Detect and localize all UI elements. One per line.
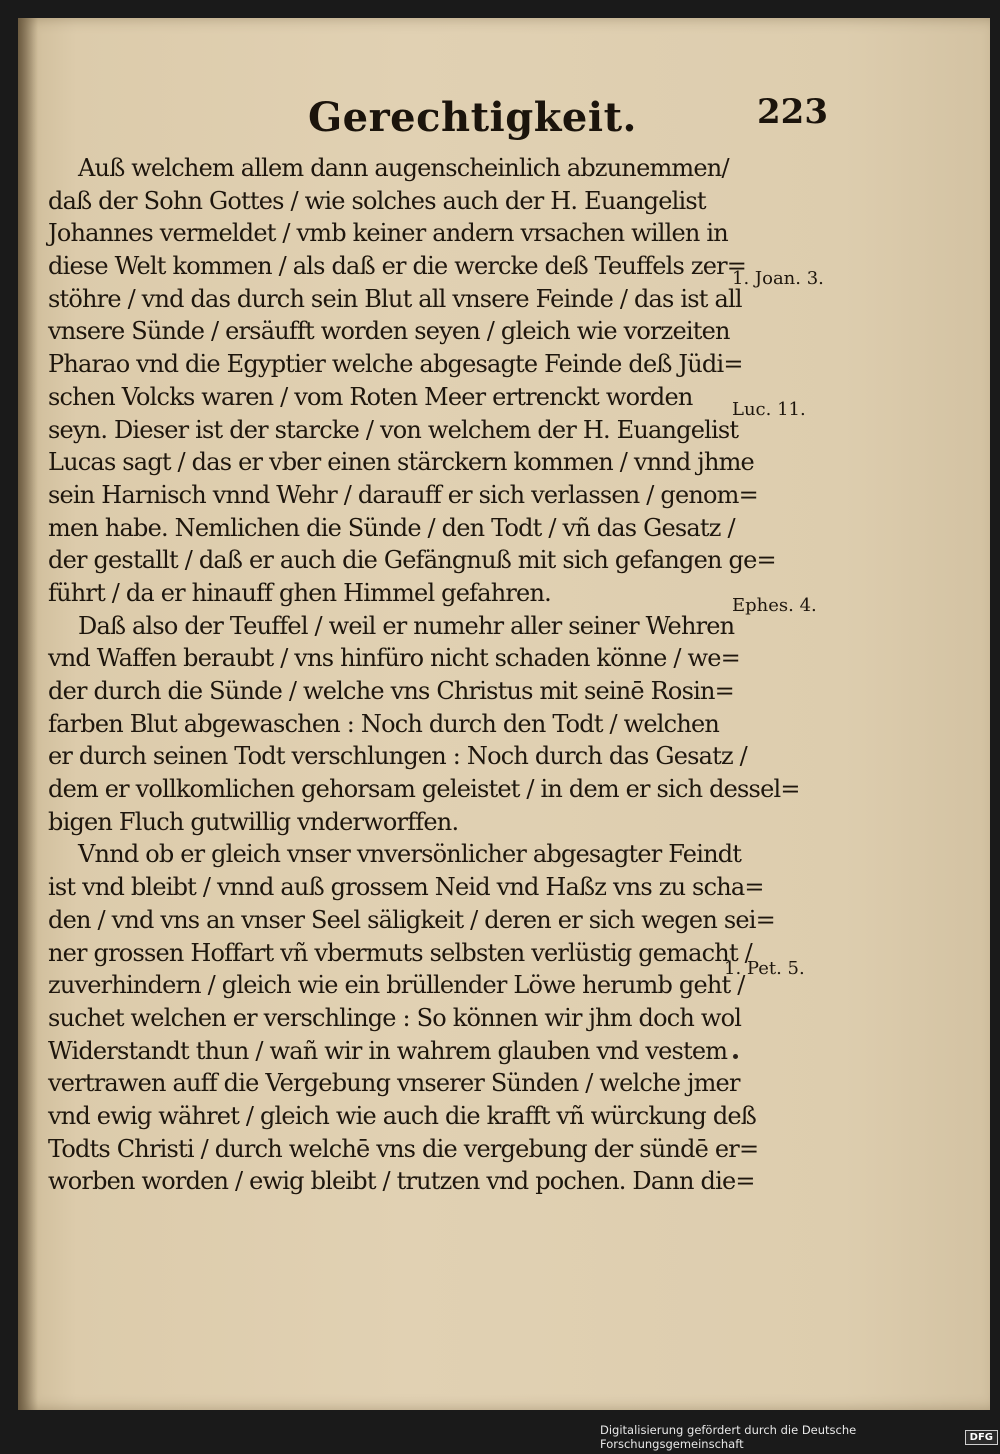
text-line: bigen Fluch gutwillig vnderworffen.	[48, 807, 459, 836]
margin-note-joan: 1. Joan. 3.	[732, 268, 824, 289]
text-line: vnd ewig währet / gleich wie auch die krafft vñ würckung deß	[48, 1101, 757, 1130]
text-line: er durch seinen Todt verschlungen : Noch durch das Gesatz /	[48, 742, 747, 771]
page-number: 223	[757, 92, 828, 132]
margin-note-pet: 1. Pet. 5.	[724, 958, 805, 979]
text-line: zuverhindern / gleich wie ein brüllender Löwe herumb geht /	[48, 971, 745, 1000]
text-line: suchet welchen er verschlinge : So können wir jhm doch wol	[48, 1003, 742, 1032]
text-line: ner grossen Hoffart vñ vbermuts selbsten verlüstig gemacht /	[48, 938, 752, 967]
credit-text: Digitalisierung gefördert durch die Deutsche Forschungsgemeinschaft	[600, 1423, 857, 1451]
text-line: vnd Waffen beraubt / vns hinfüro nicht schaden könne / we=	[48, 644, 740, 673]
text-line: men habe. Nemlichen die Sünde / den Todt / vñ das Gesatz /	[48, 513, 735, 542]
margin-note-luc: Luc. 11.	[732, 399, 806, 420]
text-line: Widerstandt thun / wañ wir in wahrem glauben vnd vestem	[48, 1036, 728, 1065]
text-line: daß der Sohn Gottes / wie solches auch der H. Euangelist	[48, 186, 706, 215]
book-page	[18, 18, 990, 1410]
text-line: der durch die Sünde / welche vns Christus mit seinē Rosin=	[48, 677, 734, 705]
text-line: Johannes vermeldet / vmb keiner andern vrsachen willen in	[48, 219, 728, 248]
text-line: Vnnd ob er gleich vnser vnversönlicher abgesagter Feindt	[78, 840, 742, 869]
text-line: diese Welt kommen / als daß er die wercke deß Teuffels zer=	[48, 252, 747, 281]
text-line: führt / da er hinauff ghen Himmel gefahren.	[48, 578, 551, 607]
dfg-logo: DFG	[965, 1430, 998, 1445]
text-line: vertrawen auff die Vergebung vnserer Sünden / welche jmer	[48, 1069, 740, 1098]
text-line: den / vnd vns an vnser Seel säligkeit / deren er sich wegen sei=	[48, 905, 775, 934]
text-line: worben worden / ewig bleibt / trutzen vnd pochen. Dann die=	[48, 1167, 755, 1196]
margin-note-ephes: Ephes. 4.	[732, 595, 817, 616]
text-line: Pharao vnd die Egyptier welche abgesagte Feinde deß Jüdi=	[48, 350, 743, 379]
running-title: Gerechtigkeit.	[308, 94, 637, 141]
text-line: stöhre / vnd das durch sein Blut all vnsere Feinde / das ist all	[48, 284, 742, 313]
text-line: Todts Christi / durch welchē vns die vergebung der sündē er=	[48, 1134, 759, 1163]
ink-dot	[733, 1054, 738, 1059]
text-line: ist vnd bleibt / vnnd auß grossem Neid vnd Haßz vns zu scha=	[48, 873, 764, 902]
text-line: farben Blut abgewaschen : Noch durch den Todt / welchen	[48, 709, 720, 738]
text-line: Daß also der Teuffel / weil er numehr aller seiner Wehren	[78, 611, 735, 640]
text-line: schen Volcks waren / vom Roten Meer ertrenckt worden	[48, 382, 693, 411]
digitization-credit	[600, 1425, 998, 1449]
text-line: seyn. Dieser ist der starcke / von welchem der H. Euangelist	[48, 415, 739, 444]
running-header	[308, 88, 828, 144]
text-line: sein Harnisch vnnd Wehr / darauff er sich verlassen / genom=	[48, 480, 758, 509]
text-line: Lucas sagt / das er vber einen stärckern kommen / vnnd jhme	[48, 448, 754, 477]
text-line: Auß welchem allem dann augenscheinlich abzunemmen/	[78, 154, 729, 182]
text-line: vnsere Sünde / ersäufft worden seyen / gleich wie vorzeiten	[48, 317, 730, 346]
text-line: dem er vollkomlichen gehorsam geleistet / in dem er sich dessel=	[48, 775, 800, 804]
text-line: der gestallt / daß er auch die Gefängnuß mit sich gefangen ge=	[48, 546, 776, 575]
